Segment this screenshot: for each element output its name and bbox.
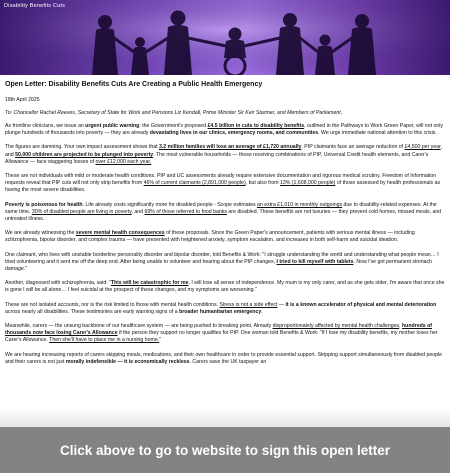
text-run: 13% (1,608,000 people): [280, 180, 336, 187]
paragraph-5: [5, 230, 445, 244]
text-run: . Now I've got permanent stomach damage.": [5, 258, 433, 273]
text-run: We are already witnessing the: [5, 230, 76, 237]
text-run: ": [159, 337, 161, 344]
text-run: These are not individuals with mild or moderate health conditions. PIP and UC assessments already require extensive documentation and rigorous medical scrutiny. Freedom of Information requests reveal that PIP cuts will not only strip benefits from: [5, 173, 437, 187]
text-run: if the person they support no longer qualifies for PIP. One woman told Benefits & Work: "If I lose my disability benefits, my mother loses her Carer's Allowance.: [5, 330, 438, 344]
text-run: disproportionately affected by mental health challenges: [272, 323, 400, 330]
text-run: Then she'll have to place me in a nursing home.: [49, 337, 160, 344]
text-run: . We urge immediate national attention to this crisis.: [318, 130, 437, 137]
text-run: 30% of disabled people are living in poverty: [31, 208, 132, 215]
paragraph-7: [5, 280, 445, 294]
text-run: Meanwhile, carers — the unsung backbone of our healthcare system — are being pushed to breaking point. Already: [5, 323, 273, 330]
text-run: .: [261, 308, 263, 315]
text-run: The figures are damning. Your own impact assessment shows that: [5, 144, 159, 151]
text-run: Another, diagnosed with schizophrenia, said: ": [5, 280, 111, 287]
text-run: . The most vulnerable households — those receiving combinations of PIP, Universal Credit health elements, and Carer's Allowance — face staggering losses of: [5, 151, 429, 165]
paragraph-10: [5, 352, 445, 366]
text-run: —: [277, 301, 286, 308]
text-run: , outlined in the Pathways to Work Green Paper, will not only plunge hundreds of thousands into poverty — they are already: [5, 123, 443, 137]
text-run: across nearly all disabilities. These testimonies are early warning signs of a: [5, 308, 180, 315]
text-run: , and: [5, 144, 443, 158]
text-run: £4,500 per year: [404, 144, 441, 151]
text-run: 3.2 million families will lose an average of £1,720 annually: [158, 144, 302, 151]
letter-addressee: To: Chancellor Rachel Reeves, Secretary of State for Work and Pensions Liz Kendall, Prime Minister Sir Keir Starmer, and Members of Parliament,: [5, 110, 343, 116]
sign-letter-label: Click above to go to website to sign this open letter: [59, 442, 391, 458]
text-run: . I will lose all sense of independence. My mum is my only carer, and as she gets older, I'm aware that once she is gone I will be all alone… I feel suicidal at the prospect of these changes, and my symptoms are worsening.": [5, 280, 445, 294]
text-run: severe mental health consequences: [75, 230, 165, 237]
text-run: it is a known accelerator of physical and mental deterioration: [285, 301, 437, 308]
text-run: of those assessed by health professionals as having the most severe disabilities.: [5, 180, 441, 194]
banner-title: Disability Benefits Cuts: [4, 3, 66, 9]
text-run: broader humanitarian emergency: [179, 308, 262, 315]
text-run: are disabled. These benefits are not luxuries — they prevent cold homes, missed meals, and untreated illness.: [5, 208, 442, 223]
text-run: , and: [131, 208, 145, 215]
text-run: These are not isolated accounts, nor is the risk limited to those with mental health conditions.: [5, 301, 220, 308]
text-run: an extra £1,010 in monthly outgoings: [257, 201, 343, 208]
paragraph-3: [5, 173, 445, 195]
text-run: As frontline clinicians, we issue an: [5, 123, 86, 129]
text-run: ,: [399, 323, 403, 330]
text-run: 69% of those referred to food banks: [144, 208, 227, 215]
text-run: 50,000 children are projected to be plunged into poverty: [15, 151, 154, 158]
paragraph-4: [5, 202, 445, 224]
paragraph-8: [5, 302, 445, 316]
text-run: due to disability-related expenses. At the same time,: [5, 201, 437, 215]
text-run: . Life already costs significantly more for disabled people - Scope estimates: [82, 201, 257, 208]
text-run: This will be catastrophic for me: [110, 280, 189, 287]
letter-body: [0, 75, 450, 366]
text-run: We are hearing increasing reports of carers skipping meals, medications, and their own healthcare in order to provide essential support. Stripping support simultaneously from disabled people and their carers is not just: [5, 351, 443, 365]
letter-date: 18th April 2025: [5, 97, 40, 103]
footer-fade: [0, 407, 450, 427]
text-run: over £12,000 each year.: [95, 158, 152, 165]
text-run: of these proposals. Since the Green Paper's announcement, patients with serious mental illness — including schizophrenia, bipolar disorder, and complex trauma — have presented with heightened anxiety, symptom escalation, and increases in both self-harm and suicidal ideation.: [5, 230, 415, 244]
paragraph-6: [5, 252, 445, 274]
text-run: Poverty is poisonous for health: [5, 201, 83, 208]
paragraph-9: [5, 323, 445, 345]
text-run: Stress is not a side effect: [219, 301, 278, 308]
text-run: . PIP claimants face an average reduction of: [301, 144, 405, 151]
text-run: urgent public warning: [85, 123, 140, 129]
letter-title: Open Letter: Disability Benefits Cuts Are Creating a Public Health Emergency: [5, 81, 263, 88]
text-run: One claimant, who lives with unstable borderline personality disorder and bipolar disorder, told Benefits & Work: "I struggle understanding the world and understanding what people mean… I tried volunteering and it sent me off the deep end. After being unable to volunteer and hearing about the PIP changes,: [5, 251, 439, 265]
text-run: hundreds of thousands now face losing Carer's Allowance: [5, 323, 432, 337]
text-run: 46% of current claimants (2,891,000 people): [143, 180, 246, 187]
paragraph-2: [5, 144, 445, 166]
text-run: . Carers save the UK taxpayer an: [189, 358, 267, 365]
paragraph-1: [5, 123, 445, 137]
text-run: : the Government's proposed: [139, 123, 208, 129]
text-run: devastating lives in our clinics, emergency rooms, and communities: [149, 130, 319, 137]
text-run: , but also from: [245, 180, 280, 187]
text-run: £4.5 billion in cuts to disability benefits: [207, 123, 305, 129]
header-banner[interactable]: [0, 0, 450, 75]
family-silhouette-image: [0, 0, 450, 75]
text-run: I tried to kill myself with tablets: [276, 258, 354, 265]
sign-letter-button[interactable]: [0, 427, 450, 473]
text-run: morally indefensible — it is economically reckless: [65, 358, 190, 365]
